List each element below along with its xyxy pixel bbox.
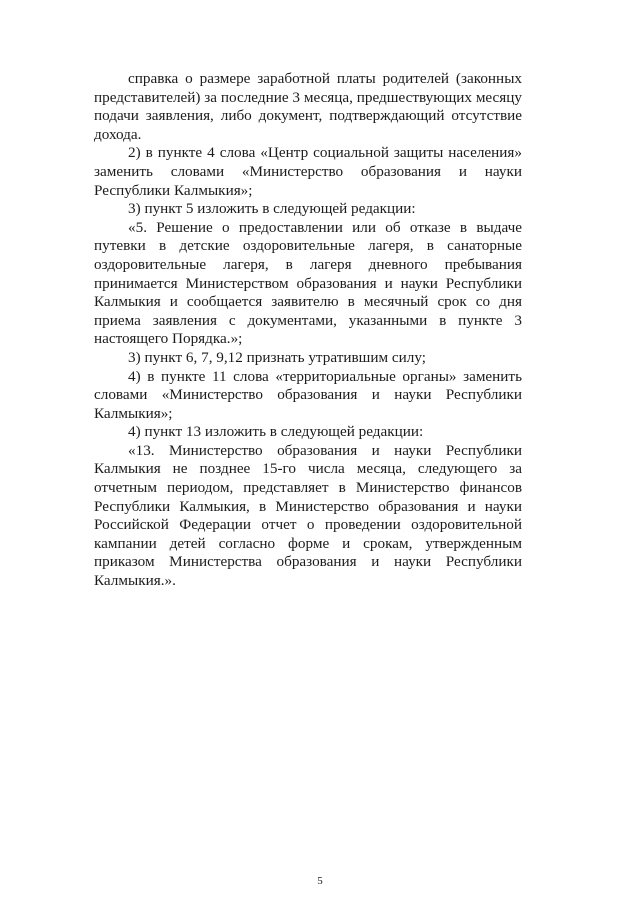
document-body [94,70,522,591]
paragraph-item-3-point-5-intro: 3) пункт 5 изложить в следующей редакции: [128,200,416,218]
paragraph-salary-certificate: справка о размере заработной платы родителей (законных представителей) за последние 3 месяца, предшествующих месяцу подачи заявления, либо документ, подтверждающий отсутствие дохода. [94,70,522,143]
paragraph-point-13-text: «13. Министерство образования и науки Республики Калмыкия не позднее 15-го числа месяца, следующего за отчетным периодом, представляет в Министерство финансов Республики Калмыкия, в Министерство образования и науки Российской Федерации отчет о проведении оздоровительной кампании детей согласно форме и срокам, утвержденным приказом Министерства образования и науки Республики Калмыкия.». [94,441,522,590]
paragraph-points-repealed: 3) пункт 6, 7, 9,12 признать утратившим силу; [128,348,426,366]
paragraph-point-5-text: «5. Решение о предоставлении или об отказе в выдаче путевки в детские оздоровительные лагеря, в санаторные оздоровительные лагеря, в лагеря дневного пребывания принимается Министерством образования и науки Республики Калмыкия и сообщается заявителю в месячный срок со дня приема заявления с документами, указанными в пункте 3 настоящего Порядка.»; [94,218,522,348]
paragraph-item-4-point-11: 4) в пункте 11 слова «территориальные органы» заменить словами «Министерство образования и науки Республики Калмыкия»; [94,367,522,422]
paragraph-item-2-point-4: 2) в пункте 4 слова «Центр социальной защиты населения» заменить словами «Министерство образования и науки Республики Калмыкия»; [94,144,522,199]
page-number: 5 [317,875,323,887]
paragraph-item-4-point-13-intro: 4) пункт 13 изложить в следующей редакции: [128,423,424,441]
